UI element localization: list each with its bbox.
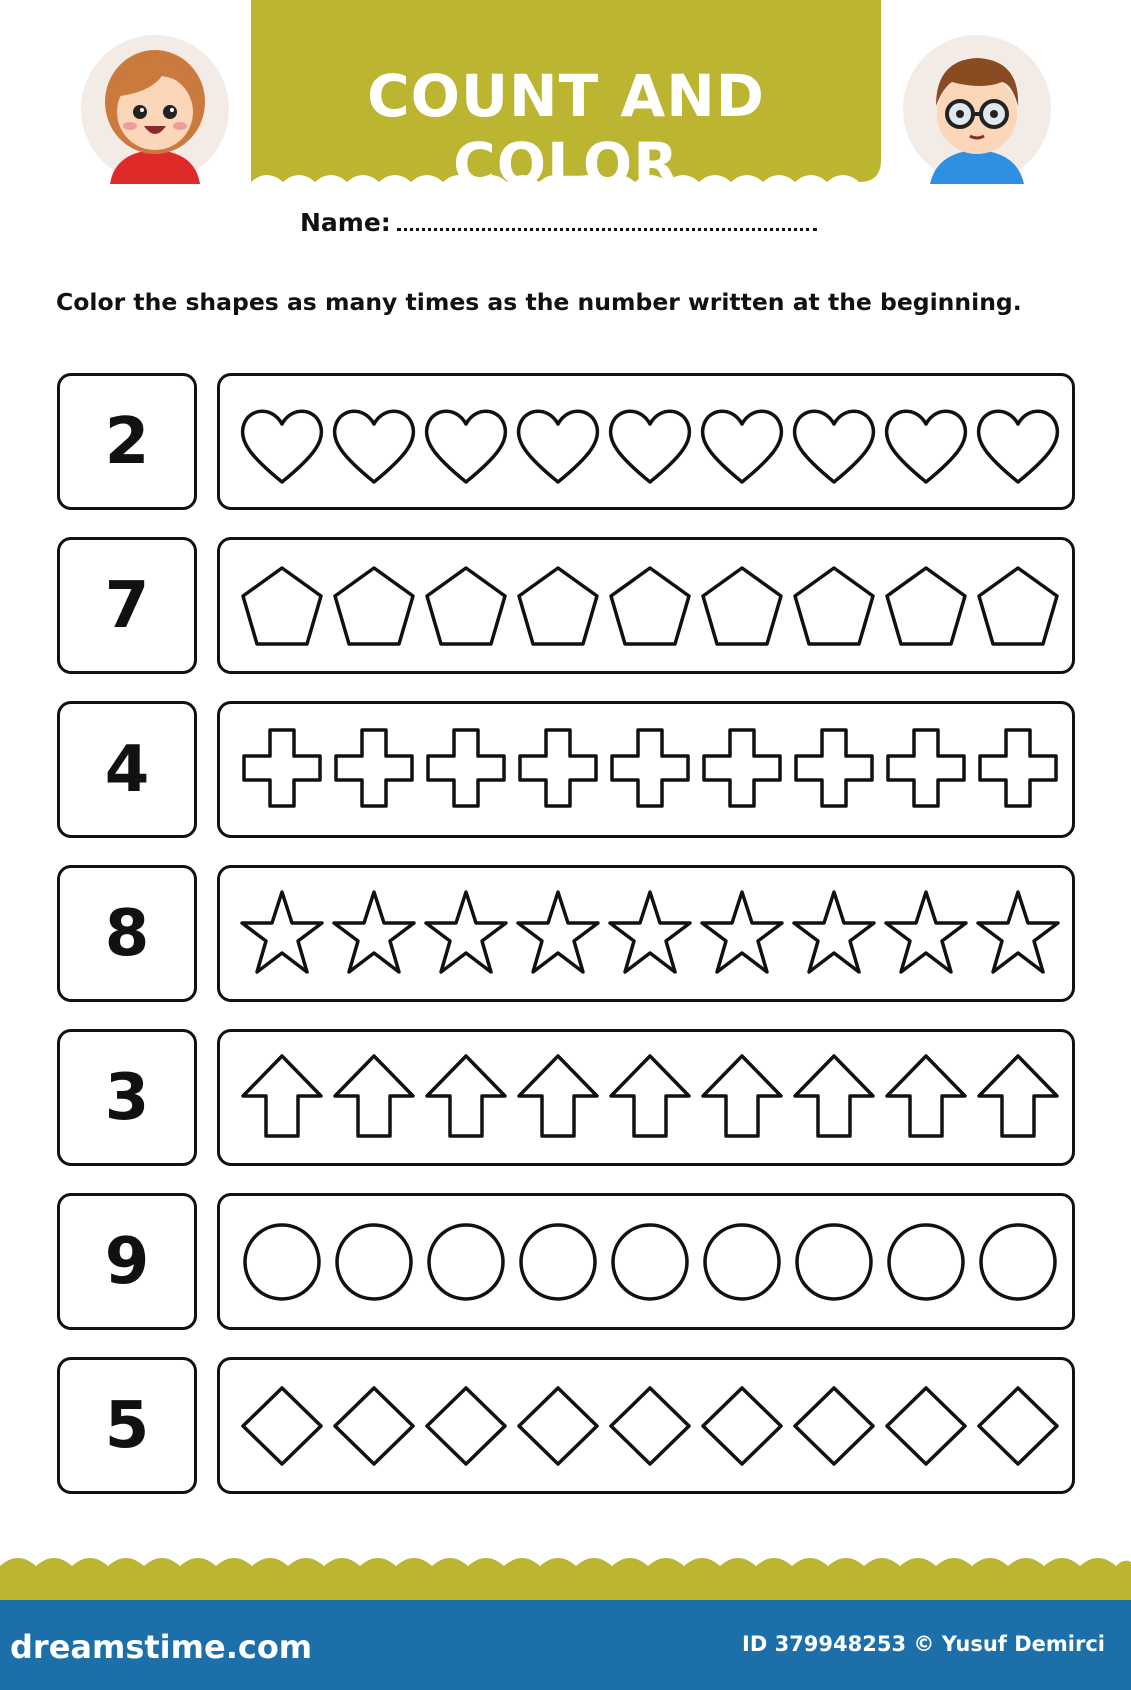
pentagon-icon[interactable] (519, 568, 597, 644)
diamond-icon[interactable] (611, 1388, 689, 1464)
circle-icon[interactable] (981, 1225, 1055, 1299)
pentagon-icon[interactable] (427, 568, 505, 644)
footer-bar (0, 1600, 1131, 1690)
pentagon-icon[interactable] (243, 568, 321, 644)
cross-icon[interactable] (612, 730, 688, 806)
star-icon[interactable] (334, 892, 414, 972)
instruction-text: Color the shapes as many times as the number written at the beginning. (56, 288, 1022, 316)
circle-icon[interactable] (337, 1225, 411, 1299)
cross-icon[interactable] (520, 730, 596, 806)
diamond-icon[interactable] (795, 1388, 873, 1464)
name-field[interactable] (300, 208, 817, 237)
diamond-icon[interactable] (979, 1388, 1057, 1464)
number-box: 5 (57, 1357, 197, 1494)
arrow-up-icon[interactable] (979, 1056, 1057, 1136)
circle-icon[interactable] (797, 1225, 871, 1299)
arrow-up-icon[interactable] (335, 1056, 413, 1136)
number-box: 4 (57, 701, 197, 838)
heart-icon[interactable] (887, 411, 966, 482)
star-icon[interactable] (426, 892, 506, 972)
arrow-up-icon[interactable] (243, 1056, 321, 1136)
circle-icon[interactable] (613, 1225, 687, 1299)
shape-row-pentagons (217, 537, 1075, 674)
heart-icon[interactable] (703, 411, 782, 482)
pentagon-icon[interactable] (335, 568, 413, 644)
heart-icon[interactable] (979, 411, 1058, 482)
star-icon[interactable] (794, 892, 874, 972)
shape-row-diamonds (217, 1357, 1075, 1494)
heart-icon[interactable] (519, 411, 598, 482)
heart-icon[interactable] (611, 411, 690, 482)
heart-icon[interactable] (795, 411, 874, 482)
pentagon-icon[interactable] (979, 568, 1057, 644)
page-title: COUNT AND COLOR (367, 62, 765, 198)
circle-icon[interactable] (429, 1225, 503, 1299)
shape-row-circles (217, 1193, 1075, 1330)
heart-icon[interactable] (335, 411, 414, 482)
arrow-up-icon[interactable] (795, 1056, 873, 1136)
arrow-up-icon[interactable] (427, 1056, 505, 1136)
name-blank-line[interactable] (397, 212, 817, 231)
footer-wave (0, 1548, 1131, 1604)
title-banner (251, 0, 881, 198)
diamond-icon[interactable] (887, 1388, 965, 1464)
pentagon-icon[interactable] (611, 568, 689, 644)
shape-row-crosses (217, 701, 1075, 838)
pentagon-icon[interactable] (703, 568, 781, 644)
diamond-icon[interactable] (703, 1388, 781, 1464)
star-icon[interactable] (518, 892, 598, 972)
arrow-up-icon[interactable] (611, 1056, 689, 1136)
star-icon[interactable] (886, 892, 966, 972)
footer-brand[interactable]: dreamstime.com (10, 1628, 313, 1666)
pentagon-icon[interactable] (887, 568, 965, 644)
shape-row-arrows (217, 1029, 1075, 1166)
footer-image-id: ID 379948253 © Yusuf Demirci (742, 1632, 1105, 1656)
cross-icon[interactable] (888, 730, 964, 806)
circle-icon[interactable] (521, 1225, 595, 1299)
star-icon[interactable] (610, 892, 690, 972)
number-box: 8 (57, 865, 197, 1002)
shape-row-stars (217, 865, 1075, 1002)
number-box: 7 (57, 537, 197, 674)
diamond-icon[interactable] (243, 1388, 321, 1464)
circle-icon[interactable] (245, 1225, 319, 1299)
arrow-up-icon[interactable] (519, 1056, 597, 1136)
heart-icon[interactable] (243, 411, 322, 482)
arrow-up-icon[interactable] (887, 1056, 965, 1136)
diamond-icon[interactable] (519, 1388, 597, 1464)
arrow-up-icon[interactable] (703, 1056, 781, 1136)
name-label: Name: (300, 208, 391, 237)
star-icon[interactable] (242, 892, 322, 972)
cross-icon[interactable] (980, 730, 1056, 806)
circle-icon[interactable] (889, 1225, 963, 1299)
boy-avatar (902, 34, 1052, 184)
diamond-icon[interactable] (427, 1388, 505, 1464)
girl-avatar (80, 34, 230, 184)
star-icon[interactable] (978, 892, 1058, 972)
heart-icon[interactable] (427, 411, 506, 482)
cross-icon[interactable] (244, 730, 320, 806)
shape-row-hearts (217, 373, 1075, 510)
cross-icon[interactable] (704, 730, 780, 806)
cross-icon[interactable] (336, 730, 412, 806)
number-box: 9 (57, 1193, 197, 1330)
diamond-icon[interactable] (335, 1388, 413, 1464)
cross-icon[interactable] (428, 730, 504, 806)
circle-icon[interactable] (705, 1225, 779, 1299)
cross-icon[interactable] (796, 730, 872, 806)
number-box: 2 (57, 373, 197, 510)
number-box: 3 (57, 1029, 197, 1166)
pentagon-icon[interactable] (795, 568, 873, 644)
star-icon[interactable] (702, 892, 782, 972)
